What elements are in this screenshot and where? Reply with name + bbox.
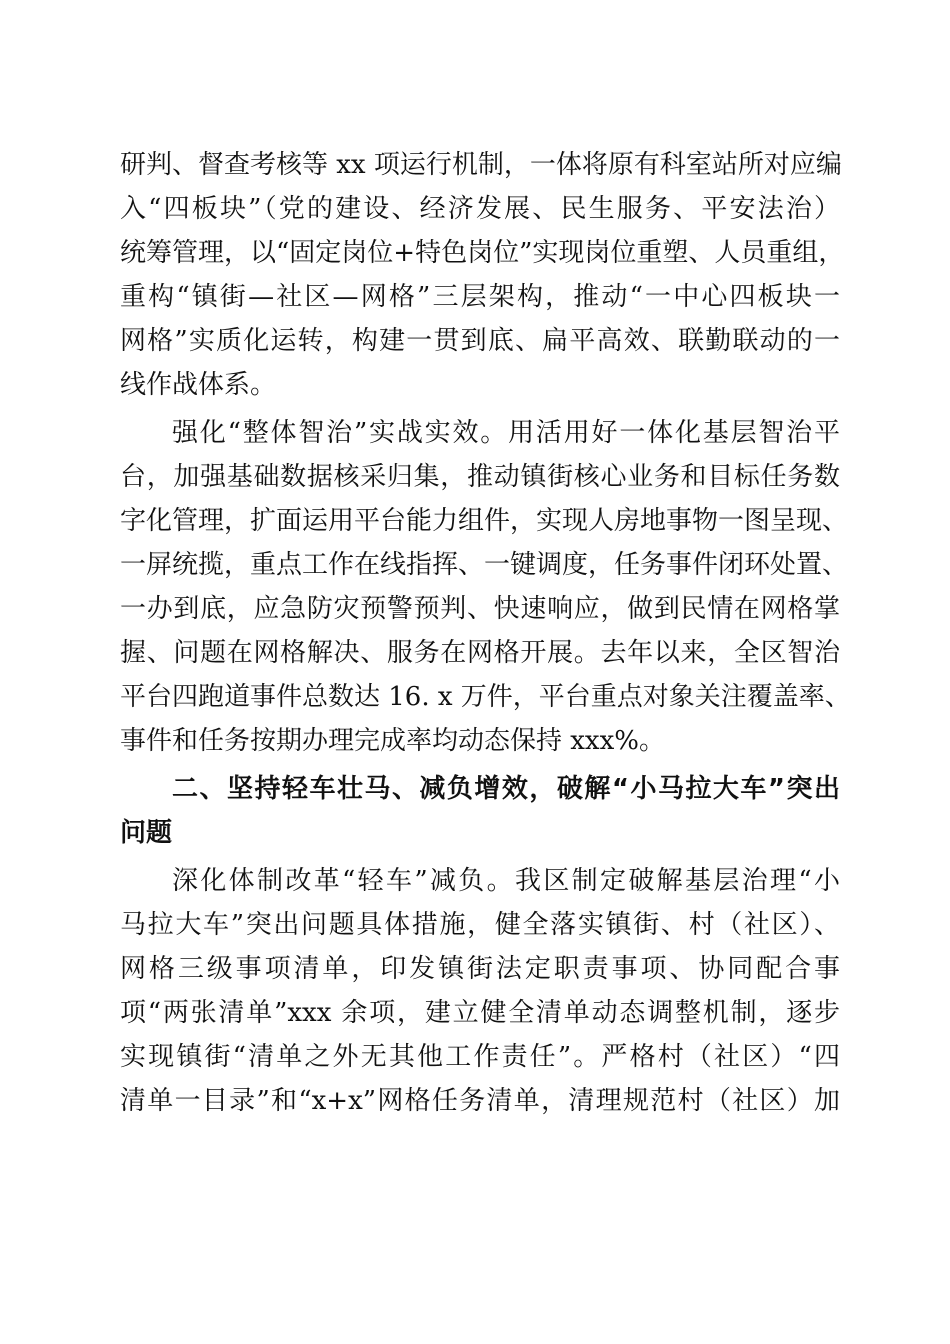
p3-line-6: 清单一目录”和“x+x”网格任务清单，清理规范村（社区）加	[120, 1086, 840, 1116]
p3-line-3: 网格三级事项清单，印发镇街法定职责事项、协同配合事	[120, 954, 840, 984]
p3-line-4: 项“两张清单”xxx 余项，建立健全清单动态调整机制，逐步	[120, 998, 840, 1028]
p2-line-1: 强化“整体智治”实战实效。用活用好一体化基层智治平	[172, 418, 840, 448]
p2-line-3: 字化管理，扩面运用平台能力组件，实现人房地事物一图呈现、	[120, 506, 849, 536]
p3-line-5: 实现镇街“清单之外无其他工作责任”。严格村（社区）“四	[120, 1042, 840, 1072]
p2-line-4: 一屏统揽，重点工作在线指挥、一键调度，任务事件闭环处置、	[120, 550, 849, 580]
p2-line-7: 平台四跑道事件总数达 16. x 万件，平台重点对象关注覆盖率、	[120, 682, 851, 712]
p1-line-3: 统筹管理，以“固定岗位+特色岗位”实现岗位重塑、人员重组，	[120, 238, 845, 268]
p2-line-8: 事件和任务按期办理完成率均动态保持 xxx%。	[120, 726, 665, 756]
section-heading-line-1: 二、坚持轻车壮马、减负增效，破解“小马拉大车”突出	[172, 774, 840, 804]
p1-line-1: 研判、督查考核等 xx 项运行机制，一体将原有科室站所对应编	[120, 150, 842, 180]
section-heading-line-2: 问题	[120, 818, 173, 848]
p1-line-5: 网格”实质化运转，构建一贯到底、扁平高效、联勤联动的一	[120, 326, 840, 356]
p2-line-2: 台，加强基础数据核采归集，推动镇街核心业务和目标任务数	[120, 462, 840, 492]
p1-line-6: 线作战体系。	[120, 370, 277, 400]
p1-line-4: 重构“镇街—社区—网格”三层架构，推动“一中心四板块一	[120, 282, 840, 312]
p1-line-2: 入“四板块”（党的建设、经济发展、民生服务、平安法治）	[120, 194, 840, 224]
p2-line-6: 握、问题在网格解决、服务在网格开展。去年以来，全区智治	[120, 638, 840, 668]
p2-line-5: 一办到底，应急防灾预警预判、快速响应，做到民情在网格掌	[120, 594, 840, 624]
p3-line-2: 马拉大车”突出问题具体措施，健全落实镇街、村（社区）、	[120, 910, 840, 940]
p3-line-1: 深化体制改革“轻车”减负。我区制定破解基层治理“小	[172, 866, 840, 896]
